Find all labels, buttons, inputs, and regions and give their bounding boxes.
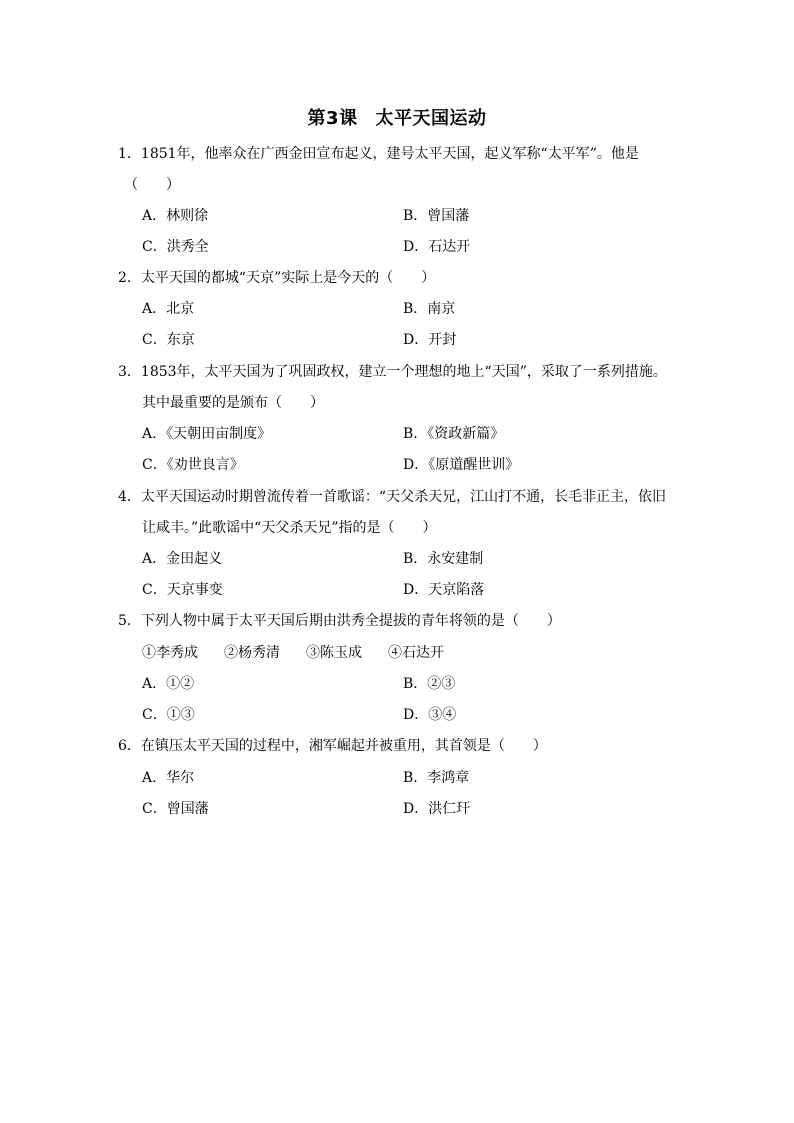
question-6-stem-line1: 6．在镇压太平天国的过程中，湘军崛起并被重用，其首领是（ ） <box>118 738 547 754</box>
question-5-option-a: A．①② <box>142 676 195 692</box>
question-6-option-b: B．李鸿章 <box>403 770 470 786</box>
question-1-stem-line2: （ ） <box>124 177 180 193</box>
question-2-stem-line1: 2．太平天国的都城“天京”实际上是今天的（ ） <box>118 270 436 286</box>
question-5-item-1: ①李秀成 <box>142 645 198 661</box>
question-4-option-c: C．天京事变 <box>142 582 223 598</box>
question-6-option-d: D．洪仁玕 <box>403 801 471 817</box>
question-2-option-c: C．东京 <box>142 332 195 348</box>
question-1-option-a: A．林则徐 <box>142 208 209 224</box>
question-3-stem-line1: 3．1853年，太平天国为了巩固政权，建立一个理想的地上“天国”，采取了一系列措施。 <box>118 364 667 380</box>
question-5-item-2: ②杨秀清 <box>224 645 280 661</box>
question-4-option-a: A．金田起义 <box>142 551 223 567</box>
question-3-option-b: B．《资政新篇》 <box>403 426 505 442</box>
question-3-option-d: D．《原道醒世训》 <box>403 457 520 473</box>
question-5-item-3: ③陈玉成 <box>306 645 362 661</box>
question-5-items <box>142 643 470 663</box>
question-4-stem-line1: 4．太平天国运动时期曾流传着一首歌谣：“天父杀天兄，江山打不通，长毛非正主，依旧 <box>118 489 667 505</box>
question-2-option-b: B．南京 <box>403 301 456 317</box>
question-5-item-4: ④石达开 <box>388 645 444 661</box>
question-1-stem-line1: 1．1851年，他率众在广西金田宣布起义，建号太平天国，起义军称“太平军”。他是 <box>118 146 639 162</box>
question-3-option-a: A．《天朝田亩制度》 <box>142 426 272 442</box>
question-3-option-c: C．《劝世良言》 <box>142 457 244 473</box>
question-2-option-d: D．开封 <box>403 332 457 348</box>
question-4-stem-line2: 让咸丰。”此歌谣中“天父杀天兄”指的是（ ） <box>142 520 437 536</box>
page-title <box>0 104 794 130</box>
question-5-option-b: B．②③ <box>403 676 456 692</box>
question-1-option-b: B．曾国藩 <box>403 208 470 224</box>
question-3-stem-line2: 其中最重要的是颁布（ ） <box>142 395 324 411</box>
question-6-option-c: C．曾国藩 <box>142 801 209 817</box>
question-5-stem-line1: 5．下列人物中属于太平天国后期由洪秀全提拔的青年将领的是（ ） <box>118 613 561 629</box>
lesson-topic: 太平天国运动 <box>375 108 487 129</box>
question-4-option-d: D．天京陷落 <box>403 582 485 598</box>
question-2-option-a: A．北京 <box>142 301 195 317</box>
question-5-option-c: C．①③ <box>142 707 195 723</box>
question-6-option-a: A．华尔 <box>142 770 195 786</box>
question-1-option-c: C．洪秀全 <box>142 239 209 255</box>
question-1-option-d: D．石达开 <box>403 239 471 255</box>
question-4-option-b: B．永安建制 <box>403 551 484 567</box>
question-5-option-d: D．③④ <box>403 707 457 723</box>
lesson-number: 第3课 <box>307 108 358 129</box>
